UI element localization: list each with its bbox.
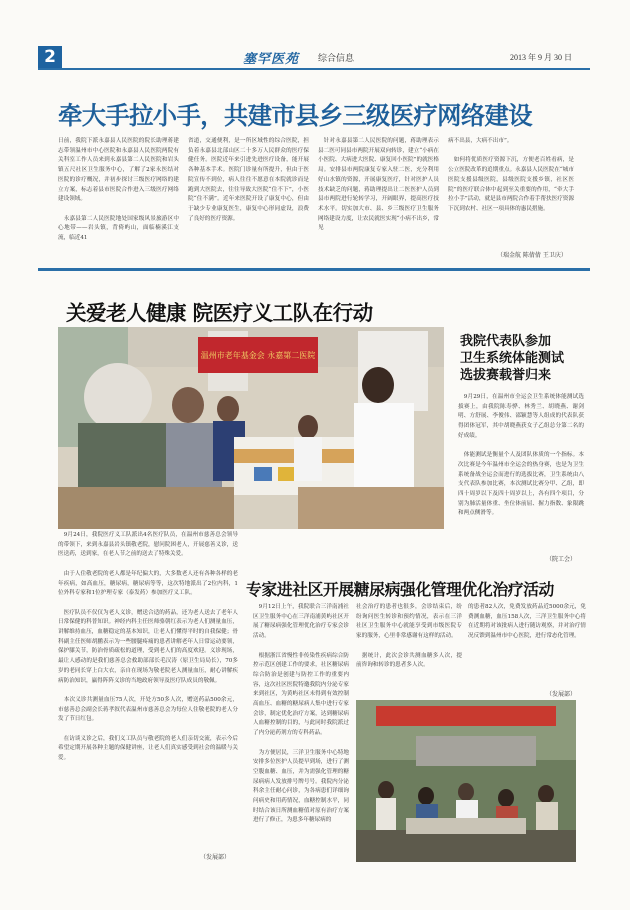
article2-body: 9月24日，我院医疗义工队派出4名医疗队员，在温州市慈善总会领导的带领下，来到永嘉县岩头镇敬老院，慰问院困老人，开展慈善义诊，送医送药，送到家，在老人节之前的送去了特殊关爱。 由于人住敬老院的老人都是年纪偏大的，大多数老人还有各种各样的老年疾病，如高血压，糖尿病，糖尿病等等，这次特地派出了2位内科，1位外科专家和1位护理专家（泰发药）参加医疗义工队。 医疗队员不仅仅为老人义诊，赠送合适的药品，还为老人送去了老年人日常保健的科普知识。神经内科主任医师骆朝红表示为老人们测量血压，讲解维持血压，血糖稳定的基本知识，让老人们懂得平时的自我保健；骨科副主任医师胡鹏表示为一些腰腿疼痛的患者讲解老年人日常运动要领，保护膝关节，防治骨质疏松的道理，受到老人们的高度欢迎。义诊现场，最让人感动的是我们慈善总会救助部部长毛汉涛（原卫生局局长），70多岁的老同长穿上白大衣，亲自在现场为敬老院老人测量血压，耐心讲解疾病防治知识，赢得阵阵义诊的当地政府领导及医疗队成员的敬佩。 本次义诊共测量血压75人次，开处方50多人次，赠送药品500余元，市慈善总会副会长蒋孝叙代表温州市慈善总会为每位人住敬老院的老人分发了节日红包。 在访谈义诊之后，我们义工队员与敬老院的老人们亲切交流，表示今后希望定期开展各种主题的保健讲座，让老人们真实感受到社会的温暖与关爱。 bbox=[58, 532, 238, 762]
article1-headline: 牵大手拉小手，共建市县乡三级医疗网络建设 bbox=[58, 101, 532, 130]
page-number: 2 bbox=[38, 46, 62, 68]
article4-col1: 9月12日上午，我院联合三洋南浦社区卫生服务中心在三洋南浦黄屿社区开展了糖尿病强化管理优化治疗专家会诊活动。 根据浙江省慢性非传染性疾病综合防控示范区创建工作的要求，社区糖尿病综合防治是创建与防控工作的重要内容，这次社区医院特邀我院内分泌专家来到社区，为黄屿社区未得到有效控制高血压、血糖的糖尿病人集中进行专家会诊，制定优化治疗方案，达到糖尿病人血糖控制的目的，与此同时我院派过了内分泌药剂方的专科药品。 为方便居民，三洋卫生服务中心特地安排多位医护人员提早到场，进行了测空腹血糖、血压，并为需强化管理的糖尿病病人发放排号牌号号。我院内分泌科余主任耐心问诊，为各病患们详细询问病史和用药情况，血糖控制水平，同时结合该日所测血糖值对原有治疗方案进行了修正，为患多年糖尿病的 bbox=[253, 604, 349, 824]
article4-headline: 专家进社区开展糖尿病强化管理优化治疗活动 bbox=[246, 580, 554, 599]
article3-body: 9月29日，在温州市全运会卫生系统体能测试选拔赛上，由我院陈寿骅、林秀兰、胡晓燕、谢剑明、方舒展、李俊伟、邵颖慧等人组成的代表队获得团体冠军，其中胡晓燕获女子乙组总分第二名的好成绩。 体能测试是衡量个人及团队体质的一个指标。本次比赛是今年温州市全运会的热身赛，也是为卫生系统备战全运会而进行的选拔比赛，卫生系统由八支代表队参加比赛，本次测试比赛分甲、乙组，即四十周岁以下及四十周岁以上，各有四个项目，分别为肺活量体重、坐位体前屈、握力指数、象限跳和两点侧滑等。 bbox=[458, 394, 584, 517]
article2-byline: （发展部） bbox=[200, 854, 231, 861]
article1-col2: 省道，交通便利，是一所区域性的综合医院，担负着永嘉县北部山区二十多万人民群众的医疗保健任务。医院近年来引进先进医疗设备，能开展各种基本手术。医院门诊量有所提升，但由于医院宣传不到位，病人往往不愿意在本院就诊而是跑到大医院去，往往导致大医院“住不下”，小医院“住不满”。近年来医院开设了康复中心，但由于缺少专业康复医生，康复中心形同虚设，浪费了良好的医疗资源。 bbox=[188, 138, 309, 222]
issue-date: 2013 年 9 月 30 日 bbox=[510, 53, 572, 62]
article1-col4: 病不出县，大病不出市”。 如何将优质医疗资源下沉，方便老百姓看病，是公立医院改革的追期重点。永嘉县人民医院在“城市医院支援县级医院，县级医院支援乡镇，社区医院”的医疗联合体中起到至关重要的作用，“牵大手拉小手”活动，就是县市两院合作着手帮扶医疗资源下沉到农村、社区一项具体的惠民措施。 bbox=[448, 138, 574, 212]
community-clinic-illustration bbox=[356, 700, 576, 862]
masthead: 塞罕医苑 bbox=[243, 52, 300, 67]
section-label: 综合信息 bbox=[318, 54, 355, 64]
article4-col3: 的患者82人次，免费发放药品近5000余元，免费测血糖，血压158人次，三洋卫生服务中心将在近期将对该批病人进行随访观察，并对治疗情况反馈到温州市中心医院，进行常态化管理。 bbox=[468, 604, 586, 640]
clinic-banner-text: 温州市老年基金会 永嘉第二医院 bbox=[200, 351, 316, 360]
article4-byline: （发展部） bbox=[546, 691, 577, 698]
volunteer-clinic-photo bbox=[58, 327, 444, 529]
header-rule bbox=[38, 68, 590, 70]
volunteer-clinic-illustration bbox=[58, 327, 444, 529]
article1-col3: 针对永嘉县第二人民医院的问题，蒋助理表示县二医可同县市两院开展双向转诊，建立“小病在小医院、大病进大医院、康复回小医院”的就医格局。安排县市两院康复专家入驻二医，充分利用好山水镇的资源，开展康复医疗，针对医护人员技术缺乏的问题，蒋助理提出让二医医护人员到县市两院进行轮转学习，开阔眼界，提高医疗技术水平。切实加大市、县、乡三级医疗卫生服务网络建设力度，让农民就医实现“小病不出乡，常见 bbox=[318, 138, 439, 232]
article1-col1: 日前，我院下派永嘉县人民医院的院长助理蒋建志带领温州市中心医院和永嘉县人民医院两院有关科室工作人员来到永嘉县第二人民医院和岩头镇五尺社区卫生服务中心，了解了2家永医结对医院的诊疗概况，并初步探讨三级医疗网络的建立方案，标志着县市医院合作进入三级医疗网络建设领域。 永嘉县第二人民医院地处国家级风景旅游区中心地带——岩头镇，背倚屿山，面临楠溪江支流，临近41 bbox=[58, 138, 179, 242]
article3-byline: （院工会） bbox=[546, 556, 577, 563]
article1-divider bbox=[38, 268, 590, 271]
article3-headline bbox=[460, 333, 590, 384]
article3-headline-line2: 卫生系统体能测试 bbox=[460, 351, 565, 366]
community-clinic-photo bbox=[356, 700, 576, 862]
article4-col2: 社会治疗的患者也很多，会诊结束后，纷纷询问医生转诊和预约情况，表示在三洋社区卫生服务中心就能享受到市级医院专家的服务，心里非常感谢有这样的活动。 据统计，此次会诊共测血糖多人次，提前咨询和转诊的患者多人次。 bbox=[356, 604, 462, 669]
article3-headline-line3: 选拔赛载誉归来 bbox=[460, 368, 552, 383]
article3-headline-line1: 我院代表队参加 bbox=[460, 334, 552, 349]
article2-headline: 关爱老人健康 院医疗义工队在行动 bbox=[66, 301, 373, 325]
article1-byline: （瑞金航 陈倩倩 王卫庆） bbox=[497, 252, 567, 259]
